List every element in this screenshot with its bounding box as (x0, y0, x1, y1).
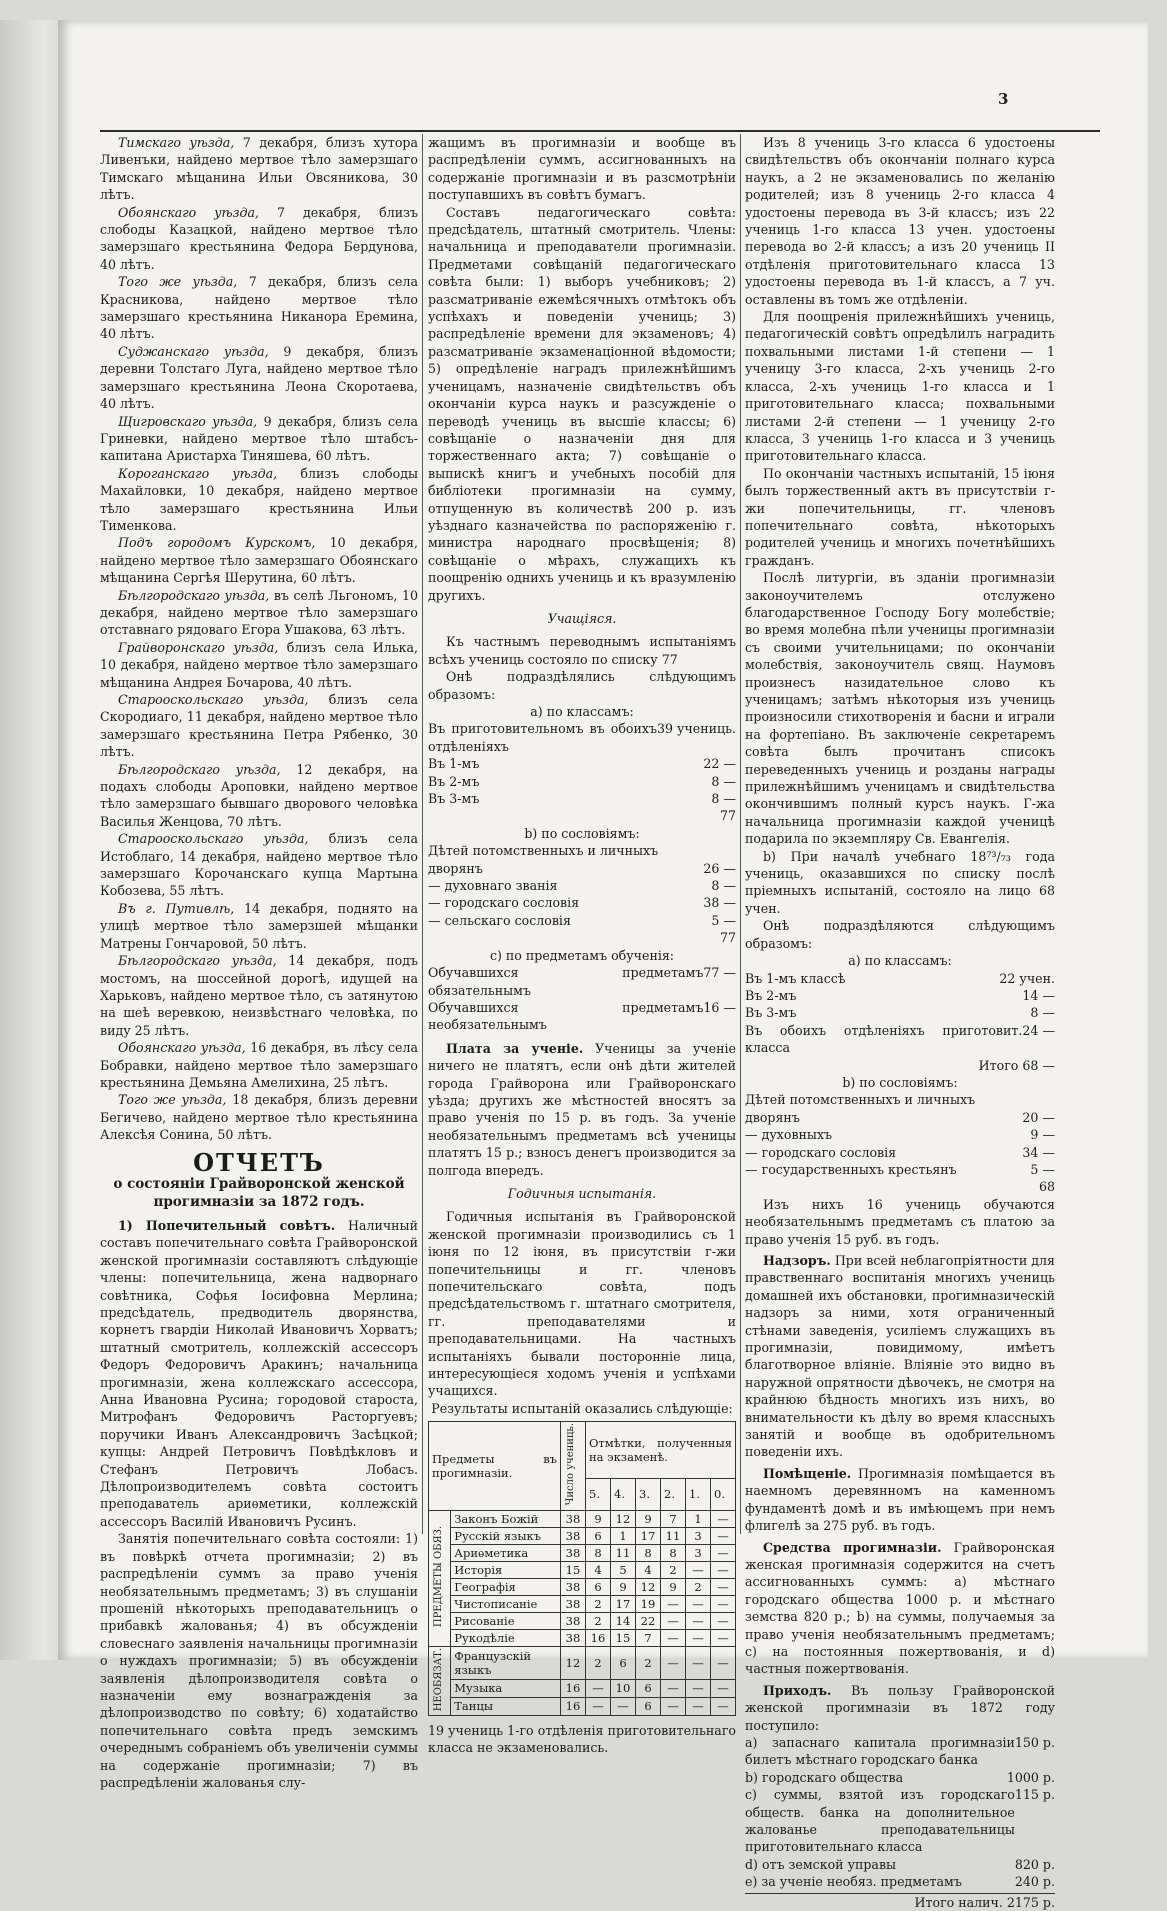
mark-count: 2 (661, 1561, 686, 1578)
table-row (429, 1544, 736, 1561)
incident-place: Того же уѣзда, (118, 1092, 227, 1108)
item-label: Въ 2-мъ (428, 773, 480, 789)
item-value: 26 — (703, 860, 736, 876)
by-estate-heading-2: b) по сословіямъ: (842, 1074, 958, 1090)
table-header-count: Число учениць. (561, 1422, 586, 1510)
item-label: — духовныхъ (745, 1127, 833, 1143)
list-item (428, 773, 736, 790)
by-class-heading-2: а) по классамъ: (848, 953, 952, 969)
item-value: 8 — (711, 791, 736, 807)
incident-text: близъ села Скородиаго, 11 декабря, найдено мертвое тѣло замерзшаго крестьянина Петра Рябенко, 30 лѣтъ. (100, 692, 418, 760)
item-label: Въ 1-мъ (428, 756, 480, 772)
section1-paragraph-2: Занятія попечительнаго совѣта состояли: 1) въ повѣркѣ отчета прогимназіи; 2) въ распредѣленіи суммъ за право ученія необязательнымъ предметамъ; 3) въ слушаніи прошеній нѣкоторыхъ преподавательницъ о прибавкѣ жалованья; 4) въ обсужденіи словеснаго заявленія начальницы прогимназіи о нуждахъ прогимназіи; 5) въ обсужденіи заявленія дѣлопроизводителя совѣта о назначеніи ему вознагражденія за дѣлопроизводство по совѣту; 6) ходатайство попечительнаго совѣта предъ земскимъ очереднымъ собраніемъ объ увеличеніи суммы на содержаніе прогимназіи; 7) въ распредѣленіи жалованья слу- (100, 1531, 418, 1790)
mark-count: — (661, 1612, 686, 1629)
mark-count: — (611, 1697, 636, 1715)
incident-place: Подъ городомъ Курскомъ, (118, 535, 316, 551)
list-item (745, 1769, 1055, 1786)
incident-place: Тимскаго уѣзда, (118, 135, 235, 150)
item-label: d) отъ земской управы (745, 1856, 897, 1872)
mark-count: — (686, 1561, 711, 1578)
incident-text: 16 декабря, въ лѣсу села Бобравки, найдено мертвое тѣло замерзшаго крестьянина Демьяна Амелихина, 25 лѣтъ. (100, 1040, 418, 1090)
item-label: e) за ученіе необяз. предметамъ (745, 1874, 962, 1890)
list-item (745, 1856, 1055, 1873)
supervision-paragraph: Надзоръ. При всей неблагопріятности для правственнаго воспитанія многихъ учениць домашней ихъ обстановки, прогимназическій надзоръ за ними, хотя ограниченный стѣнами заведенія, усиліемъ служащихъ въ прогимназіи, повидимому, имѣетъ благотворное вліяніе. Вліяніе это видно въ наружной опрятности дѣвочекъ, не смотря на крайнюю бѣдность многихъ изъ нихъ, во внимательности къ дѣлу во время классныхъ занятій и вообще въ одобрительномъ поведеніи ихъ. (745, 1253, 1055, 1460)
list-item (428, 999, 736, 1034)
incident-entry (100, 413, 418, 465)
table-row (429, 1510, 736, 1527)
incident-text: близъ села Истоблаго, 14 декабря, найдено мертвое тѣло замерзшаго Корочанскаго купца Мартына Кобозева, 55 лѣтъ. (100, 831, 418, 899)
mark-count: 2 (586, 1612, 611, 1629)
incident-entry (100, 639, 418, 691)
mark-count: — (711, 1578, 736, 1595)
optional-subjects-paragraph: Изъ нихъ 16 учениць обучаются необязательнымъ предметамъ съ платою за право ученія 15 руб. въ годъ. (745, 1196, 1055, 1247)
incident-entry (100, 761, 418, 831)
mark-count: 2 (636, 1646, 661, 1679)
item-value: 22 учен. (999, 970, 1055, 986)
incident-text: близъ села Илька, 10 декабря, найдено мертвое тѣло замерзшаго мѣщанина Андрея Бочарова, 40 лѣтъ. (100, 639, 418, 690)
continuation-paragraph: жащимъ въ прогимназіи и вообще въ распредѣленіи суммъ, ассигнованныхъ на содержаніе прогимназіи и въ разсмотрѣніи поступавшихъ въ совѣтъ бумагъ. (428, 135, 736, 203)
mark-count: 9 (586, 1510, 611, 1527)
incident-text: 7 декабря, близъ слободы Казацкой, найдено мертвое тѣло замерзшаго крестьянина Федора Бердунова, 40 лѣтъ. (100, 204, 418, 272)
table-row (429, 1697, 736, 1715)
mark-count: 17 (636, 1527, 661, 1544)
item-value: 77 — (703, 965, 736, 981)
mark-count: — (711, 1561, 736, 1578)
by-subject-heading: c) по предметамъ обученія: (489, 947, 675, 963)
list-item (428, 790, 736, 807)
mark-count: 11 (661, 1527, 686, 1544)
item-value: 34 — (1022, 1144, 1055, 1160)
list-item (745, 1126, 1055, 1143)
pupil-count: 38 (561, 1544, 586, 1561)
item-value: 820 р. (1014, 1856, 1055, 1872)
table-row (429, 1679, 736, 1697)
mark-header: 4. (611, 1479, 636, 1510)
mark-count: 9 (661, 1578, 686, 1595)
mark-count: 10 (611, 1679, 636, 1697)
promotion-paragraph: Изъ 8 учениць 3-го класса 6 удостоены свидѣтельствъ объ окончаніи полнаго курса наукъ, а 2 не экзаменовались по желанію родителей; изъ 8 учениць 2-го класса 4 удостоены перевода въ 3-й классъ; изъ 22 учениць 1-го класса 13 учен. удостоены перевода во 2-й классъ; а изъ 20 учениць II отдѣленія приготовительнаго класса 13 удостоены перевода въ 1-й классъ, а 7 уч. оставлены въ томъ же отдѣленіи. (745, 135, 1055, 307)
mark-count: 6 (611, 1646, 636, 1679)
pupils-intro: Къ частнымъ переводнымъ испытаніямъ всѣхъ учениць состояло по списку 77 (428, 634, 736, 667)
table-row (429, 1578, 736, 1595)
incident-place: Старооскольскаго уѣзда, (118, 831, 309, 847)
subject-name: Исторія (451, 1561, 561, 1578)
mark-count: — (711, 1510, 736, 1527)
exam-results-table (428, 1421, 736, 1716)
item-value: 8 — (1030, 1005, 1055, 1021)
list-item (428, 877, 736, 894)
funds-heading: Средства прогимназіи. (763, 1539, 942, 1555)
mark-header: 2. (661, 1479, 686, 1510)
mark-count: 12 (611, 1510, 636, 1527)
section1-paragraph: 1) Попечительный совѣтъ. Наличный составъ попечительнаго совѣта Грайворонской женской прогимназіи составляютъ слѣдующіе члены: попечительница, жена надворнаго совѣтника, Софья Іосифовна Мерлина; предсѣдатель, предводитель дворянства, корнетъ гвардіи Николай Ивановичъ Хорватъ; штатный смотритель, коллежскій ассессоръ Федоръ Федоровичъ Аракинъ; начальница прогимназіи, жена коллежскаго ассессора, Анна Ивановна Русина; городовой староста, Митрофанъ Федоровичъ Расторгуевъ; поручики Иванъ Александровичъ Засѣцкой; купцы: Андрей Петровичъ Повѣдѣкловъ и Стефанъ Петровичъ Лобасъ. Дѣлопроизводителемъ совѣта состоитъ преподаватель ариѳметики, коллежскій ассессоръ Василій Ивановичъ Русинъ. (100, 1217, 418, 1529)
list-item (745, 1873, 1055, 1890)
awards-paragraph: Для поощренія прилежнѣйшихъ учениць, педагогическій совѣтъ опредѣлилъ наградить похвальными листами 1-й степени — 1 ученицу 3-го класса, 2-хъ учениць 2-го класса, 2-хъ учениць 1-го класса и 1 приготовительнаго класса; похвальными листами 2-й степени — 1 ученицу 2-го класса, 3 учениць 1-го класса и 3 учениць приготовительнаго класса. (745, 309, 1055, 464)
by-estate-heading: b) по сословіямъ: (524, 825, 640, 841)
incident-entry (100, 1091, 418, 1143)
subject-name: Танцы (451, 1697, 561, 1715)
funds-paragraph: Средства прогимназіи. Грайворонская женская прогимназія содержится на счетъ ассигнованныхъ суммъ: а) мѣстнаго городскаго общества 1000 р. и мѣстнаго земства 820 р.; b) на суммы, получаемыя за право ученія необязательнымъ предметамъ; с) на постоянныя пожертвованія, и d) частныя пожертвованія. (745, 1539, 1055, 1677)
subject-name: Рукодѣліе (451, 1629, 561, 1646)
table-header-subjects: Предметы въ прогимназіи. (429, 1422, 561, 1510)
by-subject-list (428, 964, 736, 1034)
page-number: 3 (998, 90, 1009, 108)
incident-entry (100, 830, 418, 900)
subject-name: Рисованіе (451, 1612, 561, 1629)
incident-place: Бѣлгородскаго уѣзда, (118, 761, 281, 777)
table-side-label-optional (429, 1646, 451, 1715)
mark-count: — (686, 1679, 711, 1697)
incident-place: Бѣлгородскаго уѣзда, (118, 587, 270, 603)
mark-header: 5. (586, 1479, 611, 1510)
incident-place: Старооскольскаго уѣзда, (118, 692, 309, 707)
mark-count: 9 (636, 1510, 661, 1527)
pedagogical-council-paragraph: Составъ педагогическаго совѣта: предсѣдатель, штатный смотритель. Члены: начальница и преподаватели прогимназіи. Предметами совѣщаній педагогическаго совѣта были: 1) выборъ учебниковъ; 2) разсматриваніе ежемѣсячныхъ отмѣтокъ объ успѣхахъ и поведеніи учениць; 3) распредѣленіе времени для экзаменовъ; 4) разсматриваніе экзаменаціонной вѣдомости; 5) опредѣленіе наградъ прилежнѣйшимъ ученицамъ, назначеніе свидѣтельствъ объ окончаніи курса наукъ и разсужденіе о переводѣ учениць въ высшіе классы; 6) совѣщаніе о назначеніи дня для торжественнаго акта; 7) совѣщаніе о выпискѣ книгъ и учебныхъ пособій для библіотеки прогимназіи на сумму, отпущенную въ количествѣ 200 р. изъ уѣзднаго казначейства по распоряженію г. министра народнаго просвѣщенія; 8) совѣщаніе о мѣрахъ, служащихъ къ поощренію однихъ учениць и къ вразумленію другихъ. (428, 204, 736, 603)
mark-count: 8 (586, 1544, 611, 1561)
incident-reports (100, 134, 418, 1144)
mark-count: 6 (636, 1697, 661, 1715)
item-value: 39 учениць. (657, 721, 736, 737)
incident-text: близъ слободы Махайловки, 10 декабря, найдено мертвое тѣло замерзшаго крестьянина Ильи Тименкова. (100, 465, 418, 533)
list-item (745, 1786, 1055, 1856)
mark-count: — (711, 1544, 736, 1561)
by-estate-intro: Дѣтей потомственныхъ и личныхъ (428, 843, 659, 859)
premises-heading: Помѣщеніе. (763, 1465, 852, 1481)
by-estate-total: 77 (719, 930, 736, 946)
item-value: 9 — (1030, 1127, 1055, 1143)
premises-paragraph: Помѣщеніе. Прогимназія помѣщается въ наемномъ деревянномъ на каменномъ фундаментѣ домѣ и въ имѣющемъ при немъ флигелѣ за 275 руб. въ годъ. (745, 1465, 1055, 1534)
item-value: 16 — (703, 999, 736, 1015)
divided-text: Онѣ подраздѣлялись слѣдующимъ образомъ: (428, 669, 736, 702)
item-label: Въ обоихъ отдѣленіяхъ приготовит. класса (745, 1022, 1023, 1056)
mark-header: 1. (686, 1479, 711, 1510)
pupil-count: 12 (561, 1646, 586, 1679)
table-row (429, 1561, 736, 1578)
list-item (745, 1004, 1055, 1021)
side-label-text: НЕОБЯЗАТ. (433, 1647, 444, 1711)
income-heading: Приходъ. (763, 1682, 832, 1698)
pupils-heading: Учащіяся. (547, 610, 617, 626)
mark-header: 0. (711, 1479, 736, 1510)
mark-count: 8 (636, 1544, 661, 1561)
item-value: 5 — (711, 912, 736, 928)
table-row (429, 1612, 736, 1629)
incident-place: Бѣлгородскаго уѣзда, (118, 953, 277, 969)
by-estate-list-2 (745, 1109, 1055, 1179)
item-value: 5 — (1030, 1161, 1055, 1177)
report-title: ОТЧЕТЪ (193, 1147, 325, 1177)
binding-edge (0, 20, 62, 1660)
incident-entry (100, 134, 418, 204)
item-value: 22 — (703, 756, 736, 772)
mark-count: 14 (611, 1612, 636, 1629)
subject-name: Французскій языкъ (451, 1646, 561, 1679)
subject-name: Ариѳметика (451, 1544, 561, 1561)
by-class-heading: а) по классамъ: (530, 704, 634, 719)
section1-heading: 1) Попечительный совѣтъ. (118, 1217, 336, 1233)
by-class-list (428, 720, 736, 807)
item-label: дворянъ (745, 1109, 800, 1125)
mark-count: — (661, 1697, 686, 1715)
incident-text: 7 декабря, близъ села Красникова, найдено мертвое тѣло замерзшаго крестьянина Никанора Еремина, 40 лѣтъ. (100, 274, 419, 342)
mark-count: 4 (636, 1561, 661, 1578)
item-label: Въ 3-мъ (428, 791, 480, 807)
item-value: 150 р. (1014, 1734, 1055, 1750)
table-side-label-obligatory (429, 1510, 451, 1646)
subject-name: Музыка (451, 1679, 561, 1697)
mark-count: 16 (586, 1629, 611, 1646)
mark-count: 8 (661, 1544, 686, 1561)
list-item (745, 1161, 1055, 1178)
mark-count: — (711, 1629, 736, 1646)
item-label: а) запаснаго капитала прогимназіи билетъ мѣстнаго городскаго банка (745, 1734, 1015, 1768)
mark-count: 17 (611, 1595, 636, 1612)
item-label: — городскаго сословія (745, 1144, 897, 1160)
column-3 (745, 134, 1055, 1910)
table-row (429, 1629, 736, 1646)
list-item (745, 1734, 1055, 1769)
incident-entry (100, 587, 418, 639)
exam-paragraph: Годичныя испытанія въ Грайворонской женской прогимназіи производились съ 1 іюня по 12 іюня, въ присутствіи г-жи попечительницы и гг. членовъ попечительскаго совѣта, подъ предсѣдательствомъ г. штатнаго смотрителя, гг. преподавателями и преподавательницами. На частныхъ испытаніяхъ бывали посторонніе лица, интересующіеся ходомъ ученія и успѣхами учащихся. (428, 1209, 736, 1399)
item-label: — государственныхъ крестьянъ (745, 1161, 957, 1177)
item-label: Въ приготовительномъ въ обоихъ отдѣленіяхъ (428, 721, 658, 754)
fee-heading: Плата за ученіе. (446, 1040, 584, 1056)
mark-count: 6 (636, 1679, 661, 1697)
incident-entry (100, 952, 418, 1039)
mark-count: 15 (611, 1629, 636, 1646)
item-label: Въ 1-мъ классѣ (745, 970, 846, 986)
incident-entry (100, 343, 418, 413)
item-label: Обучавшихся предметамъ обязательнымъ (428, 965, 704, 998)
pupil-count: 15 (561, 1561, 586, 1578)
incident-text: 9 декабря, близъ деревни Толстаго Луга, найдено мертвое тѣло замерзшаго крестьянина Леона Скоротаева, 40 лѣтъ. (100, 343, 418, 412)
incident-place: Грайворонскаго уѣзда, (118, 639, 279, 655)
incident-entry (100, 534, 418, 586)
mark-count: 19 (636, 1595, 661, 1612)
incident-entry (100, 273, 418, 343)
exam-heading: Годичныя испытанія. (507, 1185, 657, 1201)
list-item (745, 987, 1055, 1004)
list-item (745, 1109, 1055, 1126)
income-paragraph: Приходъ. Въ пользу Грайворонской женской прогимназіи въ 1872 году поступило: (745, 1682, 1055, 1733)
mark-count: 22 (636, 1612, 661, 1629)
incident-entry (100, 1039, 418, 1091)
supervision-heading: Надзоръ. (763, 1253, 831, 1268)
by-estate-list (428, 860, 736, 930)
pupil-count: 16 (561, 1697, 586, 1715)
table-header-marks: Отмѣтки, полученныя на экзаменѣ. (586, 1422, 736, 1479)
mark-count: 9 (611, 1578, 636, 1595)
incident-place: Обоянскаго уѣзда, (118, 1040, 246, 1056)
mark-count: — (686, 1697, 711, 1715)
pupil-count: 38 (561, 1629, 586, 1646)
item-label: Въ 3-мъ (745, 1005, 797, 1021)
list-item (745, 1144, 1055, 1161)
header-rule (100, 130, 1100, 132)
item-value: 8 — (711, 878, 736, 894)
list-item (745, 970, 1055, 987)
incident-place: Того же уѣзда, (118, 274, 238, 290)
mark-count: — (711, 1646, 736, 1679)
mark-count: 7 (661, 1510, 686, 1527)
mark-count: 5 (611, 1561, 636, 1578)
item-value: 24 — (1022, 1022, 1055, 1038)
incident-text: 14 декабря, поднято на улицѣ мертвое тѣло замерзшей мѣщанки Матрены Гончаровой, 50 лѣтъ. (100, 900, 419, 951)
list-item (428, 755, 736, 772)
incident-text: въ селѣ Льгономъ, 10 декабря, найдено мертвое тѣло замерзшаго отставнаго рядоваго Егора Ушакова, 63 лѣтъ. (100, 587, 418, 638)
mark-count: — (686, 1595, 711, 1612)
mark-count: 2 (586, 1646, 611, 1679)
new-year-paragraph: b) При началѣ учебнаго 18⁷³/₇₃ года учениць, оказавшихся по списку послѣ пріемныхъ испытаній, состояло на лицо 68 учен. (745, 848, 1055, 916)
incident-entry (100, 204, 418, 274)
mark-count: — (661, 1646, 686, 1679)
mark-count: 6 (586, 1527, 611, 1544)
item-value: 1000 р. (1006, 1769, 1055, 1785)
mark-count: — (586, 1679, 611, 1697)
mark-count: — (711, 1595, 736, 1612)
pupil-count: 38 (561, 1578, 586, 1595)
list-item (428, 964, 736, 999)
mark-count: — (711, 1697, 736, 1715)
incident-place: Въ г. Путивлѣ, (118, 900, 235, 916)
list-item (428, 894, 736, 911)
subject-name: Географія (451, 1578, 561, 1595)
pupil-count: 38 (561, 1595, 586, 1612)
column-2 (428, 134, 736, 1756)
income-total: Итого налич. 2175 р. (745, 1893, 1055, 1911)
mark-count: 6 (586, 1578, 611, 1595)
column-1 (100, 134, 419, 1790)
table-row (429, 1595, 736, 1612)
item-label: — городскаго сословія (428, 895, 580, 911)
pupil-count: 38 (561, 1510, 586, 1527)
table-row (429, 1646, 736, 1679)
mark-count: 2 (686, 1578, 711, 1595)
divided-text-2: Онѣ подраздѣляются слѣдующимъ образомъ: (745, 918, 1055, 951)
list-item (428, 860, 736, 877)
item-value: 14 — (1022, 987, 1055, 1003)
mark-count: 2 (586, 1595, 611, 1612)
item-label: — духовнаго званія (428, 878, 558, 894)
mark-count: — (686, 1646, 711, 1679)
item-value: 240 р. (1014, 1874, 1055, 1890)
mark-count: 4 (586, 1561, 611, 1578)
mark-header: 3. (636, 1479, 661, 1510)
fee-paragraph: Плата за ученіе. Ученицы за ученіе ничего не платятъ, если онѣ дѣти жителей города Грайворона или Грайворонскаго уѣзда; другихъ же мѣстностей вносятъ за право ученія по 15 р. въ годъ. За ученіе необязательнымъ предметамъ всѣ ученицы платятъ 15 р.; взносъ денегъ производится за полгода впередъ. (428, 1040, 736, 1178)
mark-count: — (711, 1612, 736, 1629)
item-label: b) городскаго общества (745, 1769, 904, 1785)
mark-count: 1 (611, 1527, 636, 1544)
item-value: 20 — (1022, 1109, 1055, 1125)
results-caption: Результаты испытаній оказались слѣдующіе: (431, 1400, 733, 1416)
list-item (428, 720, 736, 755)
by-estate-total-2: 68 (1038, 1179, 1055, 1195)
mark-count: — (586, 1697, 611, 1715)
ceremony-paragraph: По окончаніи частныхъ испытаній, 15 іюня былъ торжественный актъ въ присутствіи г-жи попечительницы, гг. членовъ попечительнаго совѣта, нѣкоторыхъ родителей учениць и многихъ почетнѣйшихъ гражданъ. (745, 465, 1055, 568)
incident-text: 10 декабря, найдено мертвое тѣло замерзшаго Обоянскаго мѣщанина Сергѣя Шерутина, 60 лѣтъ. (100, 535, 418, 586)
item-label: Въ 2-мъ (745, 987, 797, 1003)
incident-text: 14 декабря, подъ мостомъ, на шоссейной дорогѣ, идущей на Харьковъ, найдено мертвое тѣло, съ затянутою на шеѣ веревкою, неизвѣстнаго человѣка, по виду 25 лѣтъ. (100, 953, 418, 1038)
mark-count: — (686, 1629, 711, 1646)
subject-name: Чистописаніе (451, 1595, 561, 1612)
table-note: 19 учениць 1-го отдѣленія приготовительнаго класса не экзаменовались. (428, 1722, 736, 1756)
incident-text: 18 декабря, близъ деревни Бегичево, найдено мертвое тѣло крестьянина Алексѣя Сонина, 50 лѣтъ. (100, 1092, 419, 1143)
mark-count: — (661, 1629, 686, 1646)
incident-entry (100, 691, 418, 761)
table-body (429, 1510, 736, 1715)
column-divider-1 (422, 134, 423, 1534)
incident-place: Обоянскаго уѣзда, (118, 204, 260, 220)
item-value: 115 р. (1014, 1787, 1055, 1803)
incident-place: Короганскаго уѣзда, (118, 465, 278, 481)
pupil-count: 38 (561, 1527, 586, 1544)
item-label: Обучавшихся предметамъ необязательнымъ (428, 999, 704, 1033)
subject-name: Русскій языкъ (451, 1527, 561, 1544)
column-divider-2 (740, 134, 741, 1534)
side-label-text: ПРЕДМЕТЫ ОБЯЗ. (433, 1526, 444, 1628)
table-row (429, 1527, 736, 1544)
item-label: с) суммы, взятой изъ городскаго обществ. банка на дополнительное жалованье преподавательницы приготовительнаго класса (745, 1787, 1015, 1855)
incident-entry (100, 465, 418, 535)
by-estate-intro-2: Дѣтей потомственныхъ и личныхъ (745, 1092, 976, 1108)
item-value: 8 — (711, 773, 736, 789)
list-item (428, 912, 736, 929)
incident-text: 12 декабря, на подахъ слободы Ароповки, найдено мертвое тѣло замерзшаго бывшаго дворового человѣка Василья Женцова, 70 лѣтъ. (100, 761, 418, 829)
mark-count: 12 (636, 1578, 661, 1595)
incident-text: 7 декабря, близъ хутора Ливенъки, найдено мертвое тѣло замерзшаго Тимскаго мѣщанина Ильи Овсяникова, 30 лѣтъ. (100, 135, 418, 203)
mark-count: — (711, 1679, 736, 1697)
item-label: — сельскаго сословія (428, 912, 571, 928)
item-label: дворянъ (428, 860, 483, 876)
liturgy-paragraph: Послѣ литургіи, въ зданіи прогимназіи законоучителемъ отслужено благодарственное Господу Богу молебствіе; во время молебна пѣли ученицы прогимназіи съ своими учительницами; по окончаніи молебствія, законоучитель свящ. Наумовъ произнесъ назидательное слово къ ученицамъ; затѣмъ нѣкоторыя изъ учениць произносили стихотворенія и басни и играли на фортепіано. Въ заключеніе секретаремъ совѣта былъ прочитанъ списокъ переведенныхъ учениць и розданы награды прилежнѣйшимъ ученицамъ и свидѣтельства окончившимъ полный курсъ наукъ. Г-жа начальница прогимназіи каждой ученицѣ подарила по экземпляру Св. Евангелія. (745, 570, 1055, 847)
mark-count: — (661, 1679, 686, 1697)
by-class-total: 77 (719, 808, 736, 824)
incident-text: 9 декабря, близъ села Гриневки, найдено мертвое тѣло штабсъ-капитана Аристарха Тиняшева, 60 лѣтъ. (100, 413, 418, 464)
item-value: 38 — (703, 895, 736, 911)
mark-count: — (711, 1527, 736, 1544)
mark-count: 11 (611, 1544, 636, 1561)
by-class-list-2 (745, 970, 1055, 1057)
mark-count: — (661, 1595, 686, 1612)
mark-count: 7 (636, 1629, 661, 1646)
report-subtitle: о состояніи Грайворонской женской прогимназіи за 1872 годъ. (113, 1175, 405, 1210)
subject-name: Законъ Божій (451, 1510, 561, 1527)
pupil-count: 38 (561, 1612, 586, 1629)
mark-count: 1 (686, 1510, 711, 1527)
incident-place: Суджанскаго уѣзда, (118, 343, 269, 359)
mark-count: 3 (686, 1544, 711, 1561)
by-class-total-2: Итого 68 — (978, 1057, 1055, 1073)
income-list (745, 1734, 1055, 1891)
list-item (745, 1022, 1055, 1057)
incident-entry (100, 900, 418, 952)
incident-place: Щигровскаго уѣзда, (118, 413, 258, 429)
mark-count: — (686, 1612, 711, 1629)
pupil-count: 16 (561, 1679, 586, 1697)
mark-count: 3 (686, 1527, 711, 1544)
